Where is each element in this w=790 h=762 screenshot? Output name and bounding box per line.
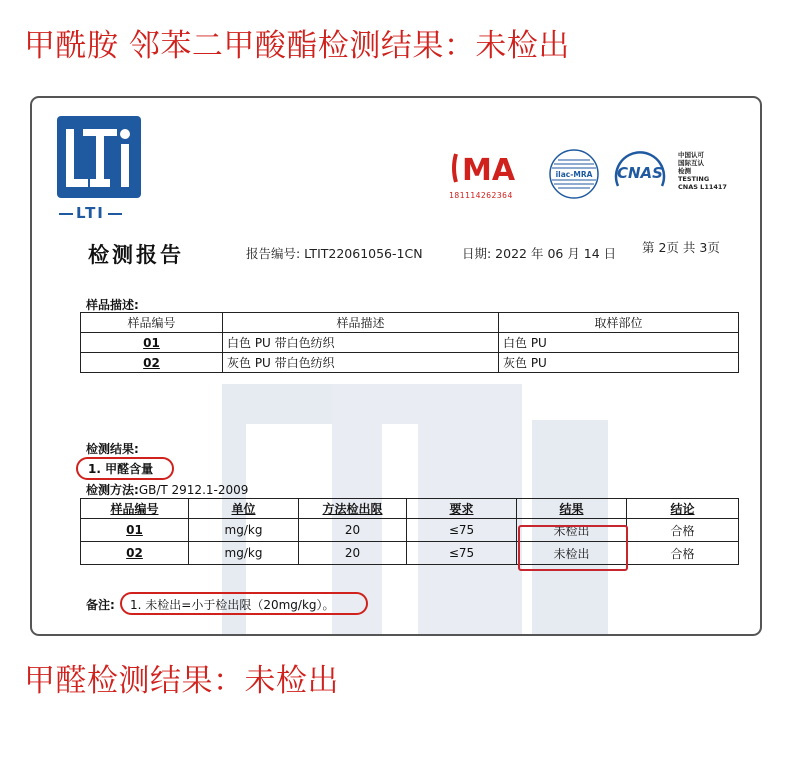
sample-desc: 白色 PU 带白色纺织 bbox=[223, 333, 499, 353]
requirement: ≤75 bbox=[407, 542, 517, 565]
logo-caption: LTI bbox=[56, 204, 146, 222]
sample-table bbox=[80, 312, 739, 373]
header-result: 结果 bbox=[517, 499, 627, 519]
unit: mg/kg bbox=[189, 519, 299, 542]
table-row bbox=[81, 353, 739, 373]
report-date: 日期: 2022 年 06 月 14 日 bbox=[462, 246, 617, 261]
note-text: 1. 未检出=小于检出限（20mg/kg）。 bbox=[130, 598, 335, 612]
sample-id: 01 bbox=[81, 519, 189, 542]
cnas-text: 中国认可 国际互认 检测 TESTING CNAS L11417 bbox=[678, 151, 727, 191]
header-sample-desc: 样品描述 bbox=[223, 313, 499, 333]
note-highlight-oval bbox=[120, 592, 368, 615]
header-conclusion: 结论 bbox=[627, 499, 739, 519]
results-section-label: 检测结果: bbox=[86, 442, 139, 456]
sample-part: 白色 PU bbox=[499, 333, 739, 353]
item-highlight-oval bbox=[76, 457, 174, 480]
table-header-row bbox=[81, 499, 739, 519]
sample-part: 灰色 PU bbox=[499, 353, 739, 373]
note-label: 备注: bbox=[86, 598, 115, 612]
table-row bbox=[81, 333, 739, 353]
cma-mark bbox=[450, 150, 528, 186]
cma-number: 181114262364 bbox=[449, 191, 513, 200]
table-row bbox=[81, 519, 739, 542]
svg-text:CNAS: CNAS bbox=[617, 164, 663, 182]
sample-desc: 灰色 PU 带白色纺织 bbox=[223, 353, 499, 373]
sample-id: 01 bbox=[81, 333, 223, 353]
ilac-mark bbox=[548, 148, 600, 200]
header-sample-id: 样品编号 bbox=[81, 499, 189, 519]
result-table bbox=[80, 498, 739, 565]
table-row bbox=[81, 542, 739, 565]
svg-text:MA: MA bbox=[462, 153, 516, 186]
sample-id: 02 bbox=[81, 353, 223, 373]
result-highlight-box bbox=[518, 525, 628, 571]
header-requirement: 要求 bbox=[407, 499, 517, 519]
sample-section-label: 样品描述: bbox=[86, 298, 139, 312]
table-header-row bbox=[81, 313, 739, 333]
result: 未检出 bbox=[517, 542, 627, 565]
method-row: 检测方法:GB/T 2912.1-2009 bbox=[86, 483, 249, 497]
sample-id: 02 bbox=[81, 542, 189, 565]
header-unit: 单位 bbox=[189, 499, 299, 519]
test-item-label: 1. 甲醛含量 bbox=[88, 462, 154, 476]
conclusion: 合格 bbox=[627, 542, 739, 565]
conclusion: 合格 bbox=[627, 519, 739, 542]
header-sample-id: 样品编号 bbox=[81, 313, 223, 333]
report-title: 检测报告 bbox=[88, 243, 184, 267]
header-sample-part: 取样部位 bbox=[499, 313, 739, 333]
report-card bbox=[30, 96, 762, 636]
result: 未检出 bbox=[517, 519, 627, 542]
header-detection-limit: 方法检出限 bbox=[299, 499, 407, 519]
unit: mg/kg bbox=[189, 542, 299, 565]
top-heading: 甲酰胺 邻苯二甲酸酯检测结果：未检出 bbox=[24, 28, 570, 64]
page-info: 第 2页 共 3页 bbox=[642, 240, 720, 255]
bottom-heading: 甲醛检测结果：未检出 bbox=[24, 663, 339, 699]
detection-limit: 20 bbox=[299, 542, 407, 565]
detection-limit: 20 bbox=[299, 519, 407, 542]
lti-logo bbox=[57, 116, 141, 198]
requirement: ≤75 bbox=[407, 519, 517, 542]
report-number: 报告编号: LTIT22061056-1CN bbox=[246, 246, 423, 261]
cnas-mark bbox=[610, 150, 670, 196]
svg-text:ilac-MRA: ilac-MRA bbox=[555, 170, 593, 179]
